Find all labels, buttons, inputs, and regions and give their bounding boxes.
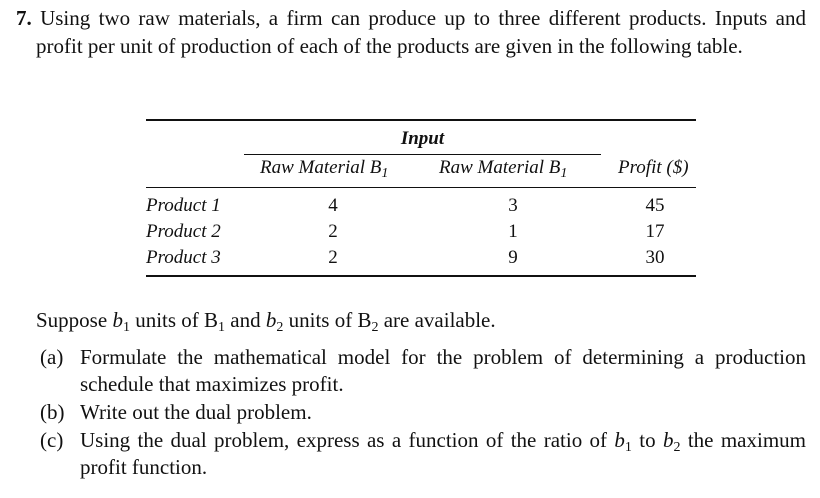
problem-parts [40,344,806,482]
row-label: Product 1 [146,195,221,216]
table-bottom-rule [146,275,696,277]
col-header-raw-material-1: Raw Material $B_1$ [260,157,389,181]
part-label: (b) [40,400,65,424]
part-label: (c) [40,428,64,452]
cell-b2: 3 [508,195,518,216]
cell-b1: 4 [328,195,338,216]
part-b [40,399,806,426]
problem-number: 7. [16,6,32,30]
problem-intro [16,4,806,60]
col-header-raw-material-2: Raw Material $B_1$ [439,157,568,181]
row-label: Product 2 [146,221,221,242]
part-label: (a) [40,345,64,369]
cell-b1: 2 [328,221,338,242]
cell-b2: 1 [508,221,518,242]
supposition-line: Suppose $b_1$ units of $B_1$ and $b_2$ units of $B_2$ are available. [36,308,496,335]
part-text: Using the dual problem, express as a function of the ratio of $b_1$ to $b_2$ the maximum profit function. [80,428,806,479]
cell-b2: 9 [508,247,518,268]
cell-profit: 30 [645,247,665,268]
part-c [40,427,806,481]
part-a [40,344,806,398]
cell-profit: 17 [645,221,665,242]
table-top-rule [146,119,696,121]
input-group-header: Input [400,128,445,149]
input-profit-table [146,119,696,277]
row-label: Product 3 [146,247,221,268]
col-header-profit: Profit ($) [618,157,689,178]
input-group-rule [244,154,601,155]
cell-b1: 2 [328,247,338,268]
problem-statement [16,4,806,60]
table-header-rule [146,187,696,188]
part-text: Write out the dual problem. [80,400,312,424]
part-text: Formulate the mathematical model for the problem of determining a production schedule that maximizes profit. [80,345,806,396]
problem-intro-text: Using two raw materials, a firm can produce up to three different products. Inputs and profit per unit of production of each of the products are given in the following table. [36,6,807,58]
cell-profit: 45 [645,195,665,216]
supposition [36,306,806,334]
